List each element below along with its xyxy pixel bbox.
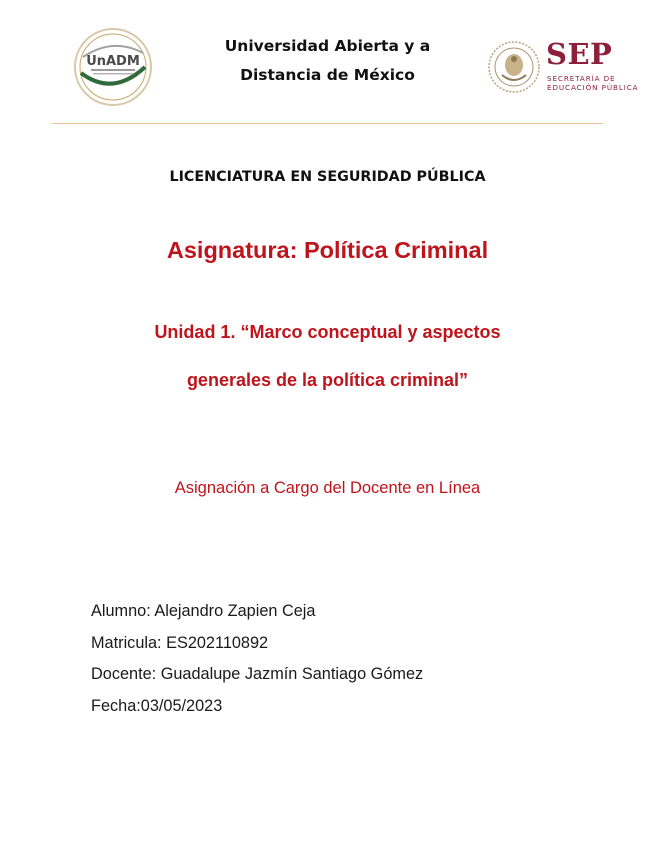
- institution-title-line-1: Universidad Abierta y a: [224, 37, 431, 55]
- unadm-logo-text: UnADM: [86, 54, 140, 69]
- unit-title-line-2: generales de la política criminal”: [186, 370, 469, 390]
- sep-subtitle-line-1: SECRETARÍA DE: [547, 74, 616, 83]
- header-divider: [52, 123, 603, 124]
- sep-brand: SEP: [546, 37, 613, 71]
- degree-title: LICENCIATURA EN SEGURIDAD PÚBLICA: [169, 169, 486, 185]
- submission-date: Fecha:03/05/2023: [91, 697, 223, 715]
- assignment-title: Asignación a Cargo del Docente en Línea: [174, 479, 481, 497]
- unadm-logo-icon: [73, 27, 153, 107]
- sep-subtitle-line-2: EDUCACIÓN PÚBLICA: [547, 83, 639, 92]
- sep-seal-icon: [488, 41, 540, 93]
- student-name: Alumno: Alejandro Zapien Ceja: [91, 602, 316, 620]
- student-id: Matricula: ES202110892: [91, 634, 269, 652]
- institution-title-line-2: Distancia de México: [240, 66, 415, 84]
- teacher-name: Docente: Guadalupe Jazmín Santiago Gómez: [91, 665, 424, 683]
- subject-title: Asignatura: Política Criminal: [166, 237, 489, 263]
- unit-title-line-1: Unidad 1. “Marco conceptual y aspectos: [154, 322, 501, 342]
- institution-title: [190, 32, 465, 90]
- sep-subtitle: [547, 74, 655, 92]
